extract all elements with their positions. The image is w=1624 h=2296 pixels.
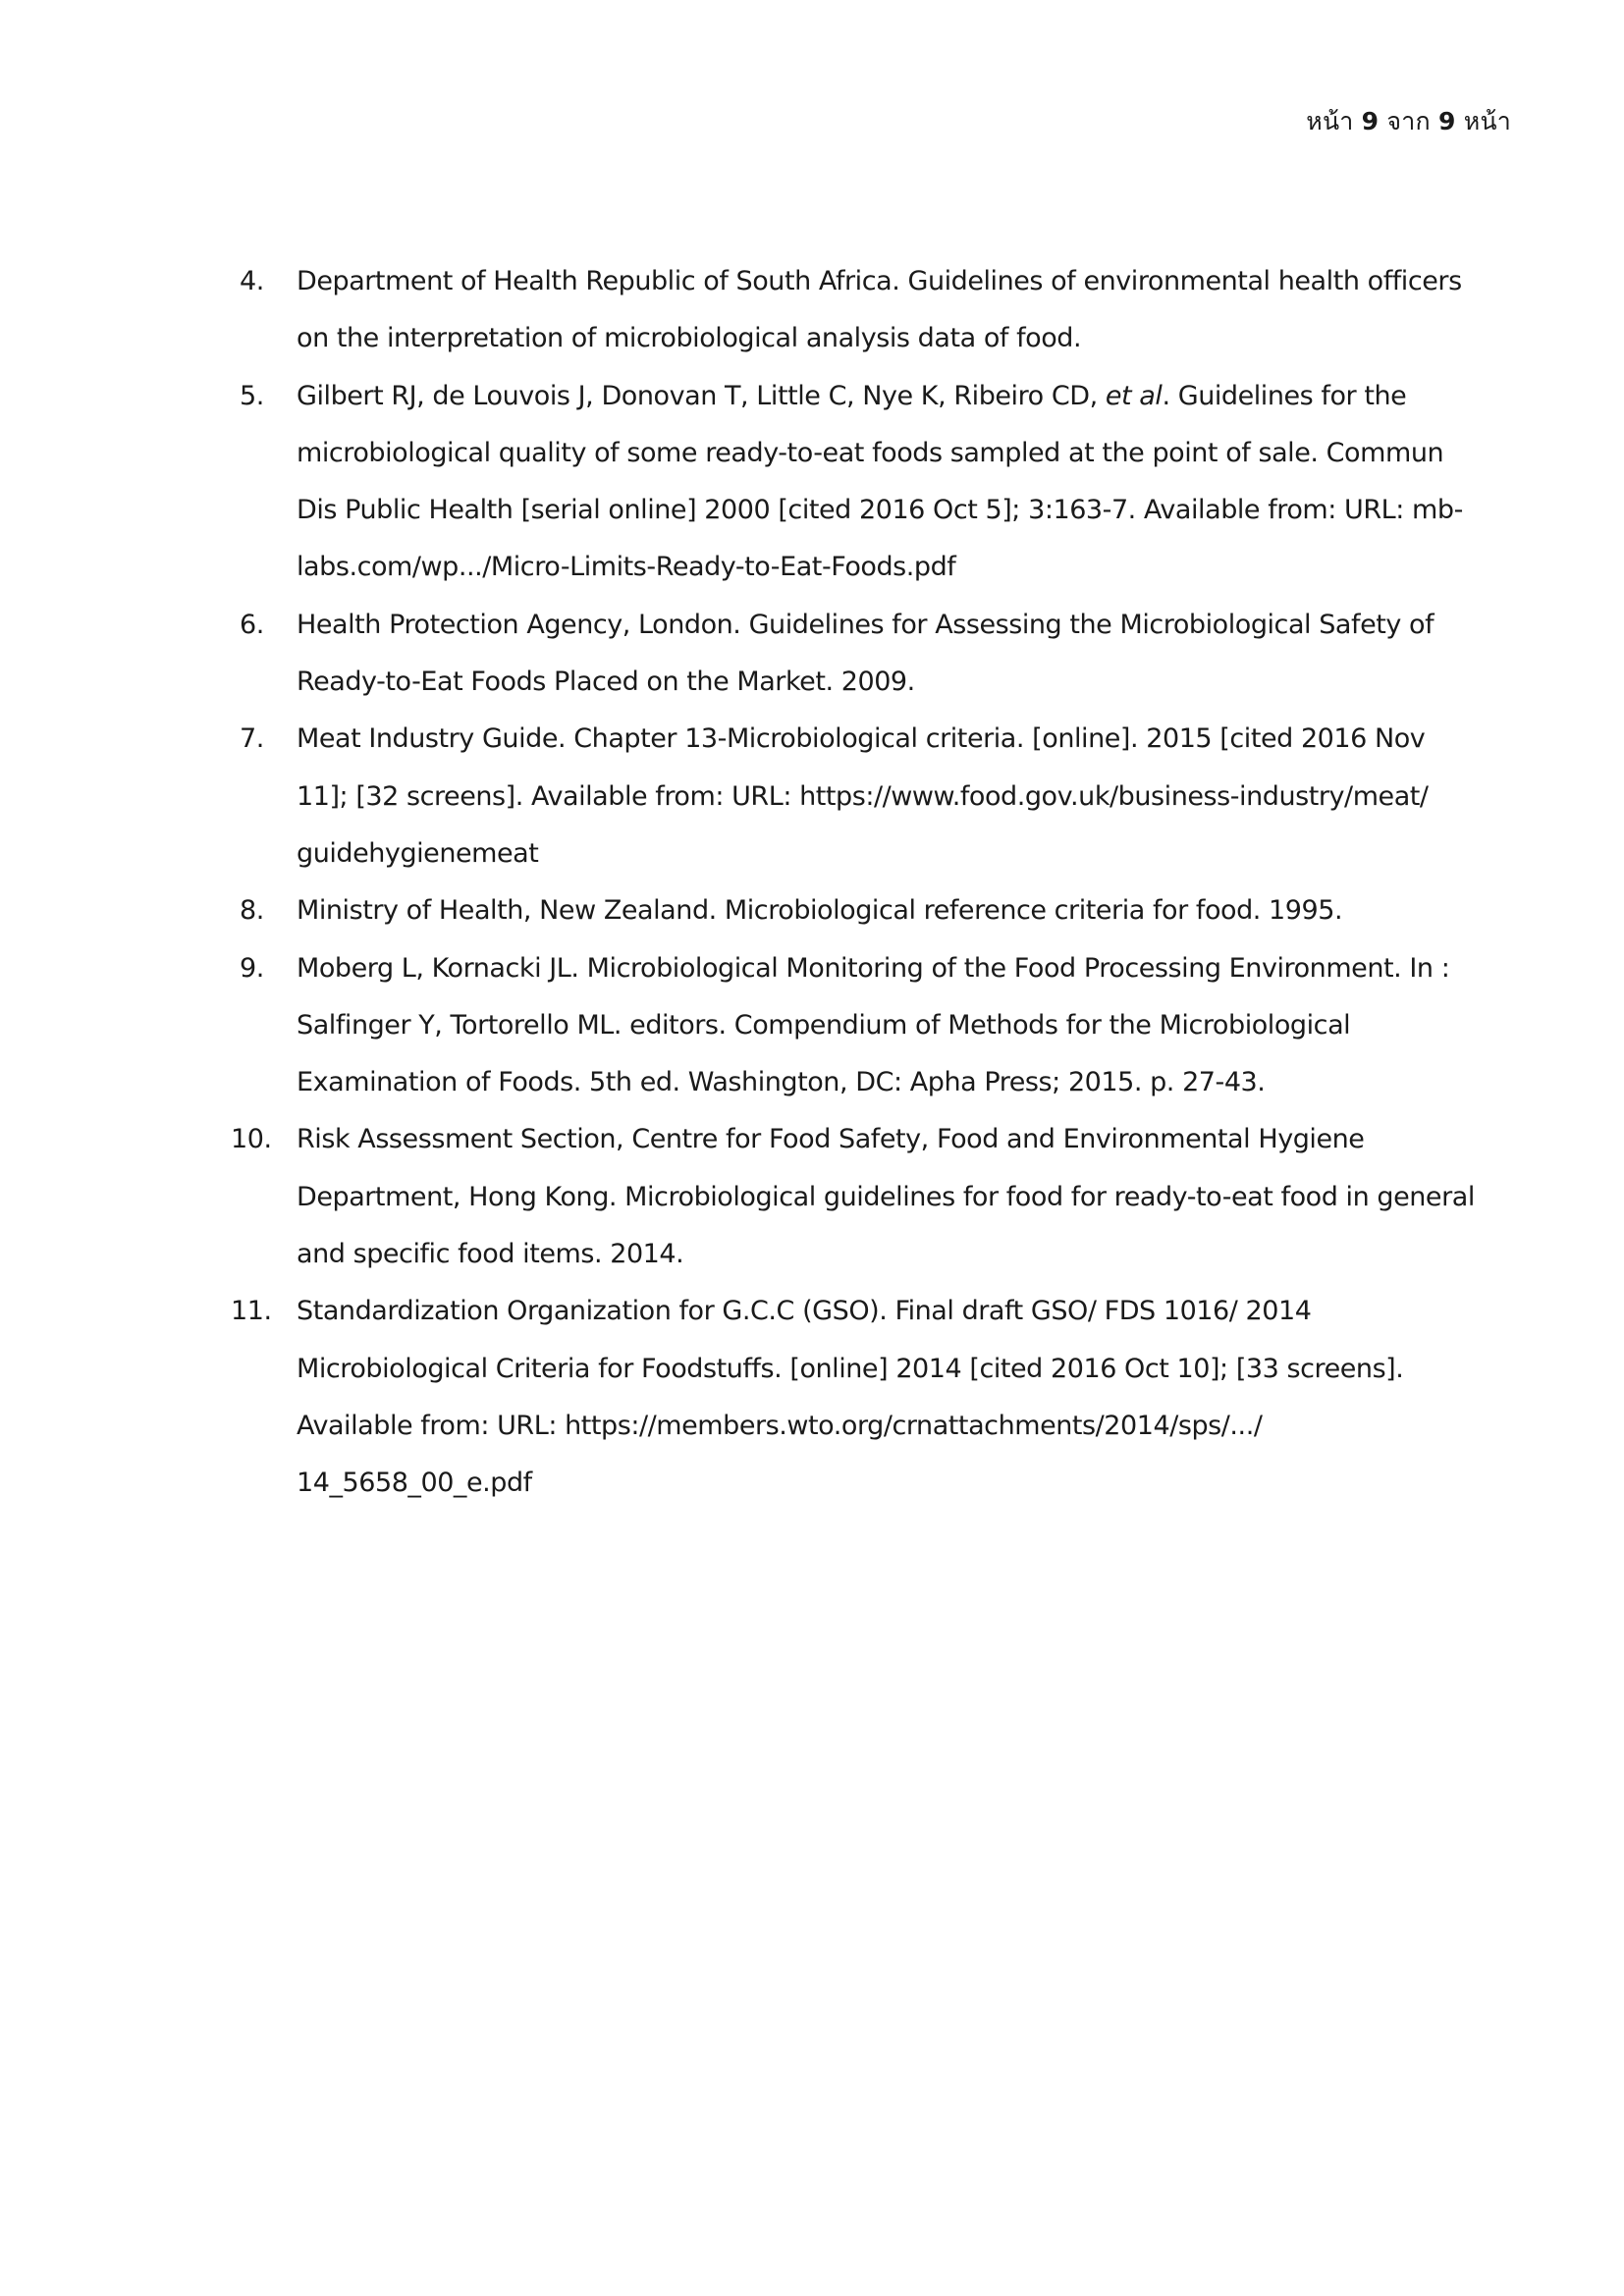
- reference-item-10: [231, 1111, 1526, 1283]
- reference-number: 11.: [231, 1296, 272, 1327]
- reference-line: Department of Health Republic of South Africa. Guidelines of environmental health officers: [297, 266, 1462, 296]
- page-prefix: หน้า: [1306, 107, 1354, 135]
- reference-item-4: [240, 253, 1526, 368]
- reference-item-8: [240, 882, 1526, 939]
- reference-line: Moberg L, Kornacki JL. Microbiological Monitoring of the Food Processing Environment. In :: [297, 952, 1450, 984]
- reference-line: Ready-to-Eat Foods Placed on the Market. 2009.: [297, 667, 915, 698]
- reference-line: guidehygienemeat: [297, 837, 539, 869]
- reference-line: on the interpretation of microbiological analysis data of food.: [297, 323, 1082, 354]
- reference-number: 9.: [240, 952, 264, 984]
- page-number-header: [1306, 102, 1511, 141]
- reference-line: Ministry of Health, New Zealand. Microbiological reference criteria for food. 1995.: [297, 895, 1343, 927]
- total-pages-number: 9: [1438, 107, 1456, 135]
- reference-line: 14_5658_00_e.pdf: [297, 1468, 532, 1499]
- reference-number: 6.: [240, 609, 264, 640]
- reference-line: Salfinger Y, Tortorello ML. editors. Compendium of Methods for the Microbiological: [297, 1009, 1351, 1041]
- reference-line: [297, 368, 1526, 425]
- reference-line: and specific food items. 2014.: [297, 1239, 684, 1270]
- reference-list: [231, 253, 1526, 1513]
- reference-line: 11]; [32 screens]. Available from: URL: https://www.food.gov.uk/business-industry/meat/: [297, 780, 1429, 812]
- reference-number: 10.: [231, 1124, 272, 1155]
- reference-text: . Guidelines for the: [1162, 380, 1407, 411]
- reference-number: 5.: [240, 380, 264, 411]
- reference-line: Dis Public Health [serial online] 2000 [cited 2016 Oct 5]; 3:163-7. Available from: URL: mb-: [297, 495, 1463, 526]
- reference-item-11: [231, 1283, 1526, 1512]
- et-al-italic: et al: [1105, 380, 1163, 411]
- reference-item-6: [240, 597, 1526, 712]
- reference-number: 7.: [240, 723, 264, 755]
- reference-item-9: [240, 940, 1526, 1112]
- reference-number: 4.: [240, 266, 264, 296]
- page-of-label: จาก: [1386, 107, 1431, 135]
- reference-line: Risk Assessment Section, Centre for Food Safety, Food and Environmental Hygiene: [297, 1124, 1365, 1155]
- reference-line: Microbiological Criteria for Foodstuffs. [online] 2014 [cited 2016 Oct 10]; [33 screens].: [297, 1353, 1404, 1384]
- reference-line: microbiological quality of some ready-to-eat foods sampled at the point of sale. Commun: [297, 437, 1444, 468]
- reference-line: Standardization Organization for G.C.C (GSO). Final draft GSO/ FDS 1016/ 2014: [297, 1296, 1312, 1327]
- reference-line: Examination of Foods. 5th ed. Washington, DC: Apha Press; 2015. p. 27-43.: [297, 1067, 1266, 1098]
- reference-text: Gilbert RJ, de Louvois J, Donovan T, Little C, Nye K, Ribeiro CD,: [297, 380, 1098, 411]
- reference-line: Department, Hong Kong. Microbiological guidelines for food for ready-to-eat food in general: [297, 1181, 1475, 1212]
- page-suffix: หน้า: [1463, 107, 1511, 135]
- reference-item-7: [240, 711, 1526, 882]
- reference-number: 8.: [240, 895, 264, 927]
- current-page-number: 9: [1361, 107, 1380, 135]
- reference-line: labs.com/wp.../Micro-Limits-Ready-to-Eat-Foods.pdf: [297, 552, 956, 583]
- reference-item-5: [240, 368, 1526, 597]
- reference-line: Available from: URL: https://members.wto.org/crnattachments/2014/sps/.../: [297, 1410, 1263, 1441]
- reference-line: Meat Industry Guide. Chapter 13-Microbiological criteria. [online]. 2015 [cited 2016 Nov: [297, 723, 1426, 755]
- reference-line: Health Protection Agency, London. Guidelines for Assessing the Microbiological Safety of: [297, 609, 1435, 640]
